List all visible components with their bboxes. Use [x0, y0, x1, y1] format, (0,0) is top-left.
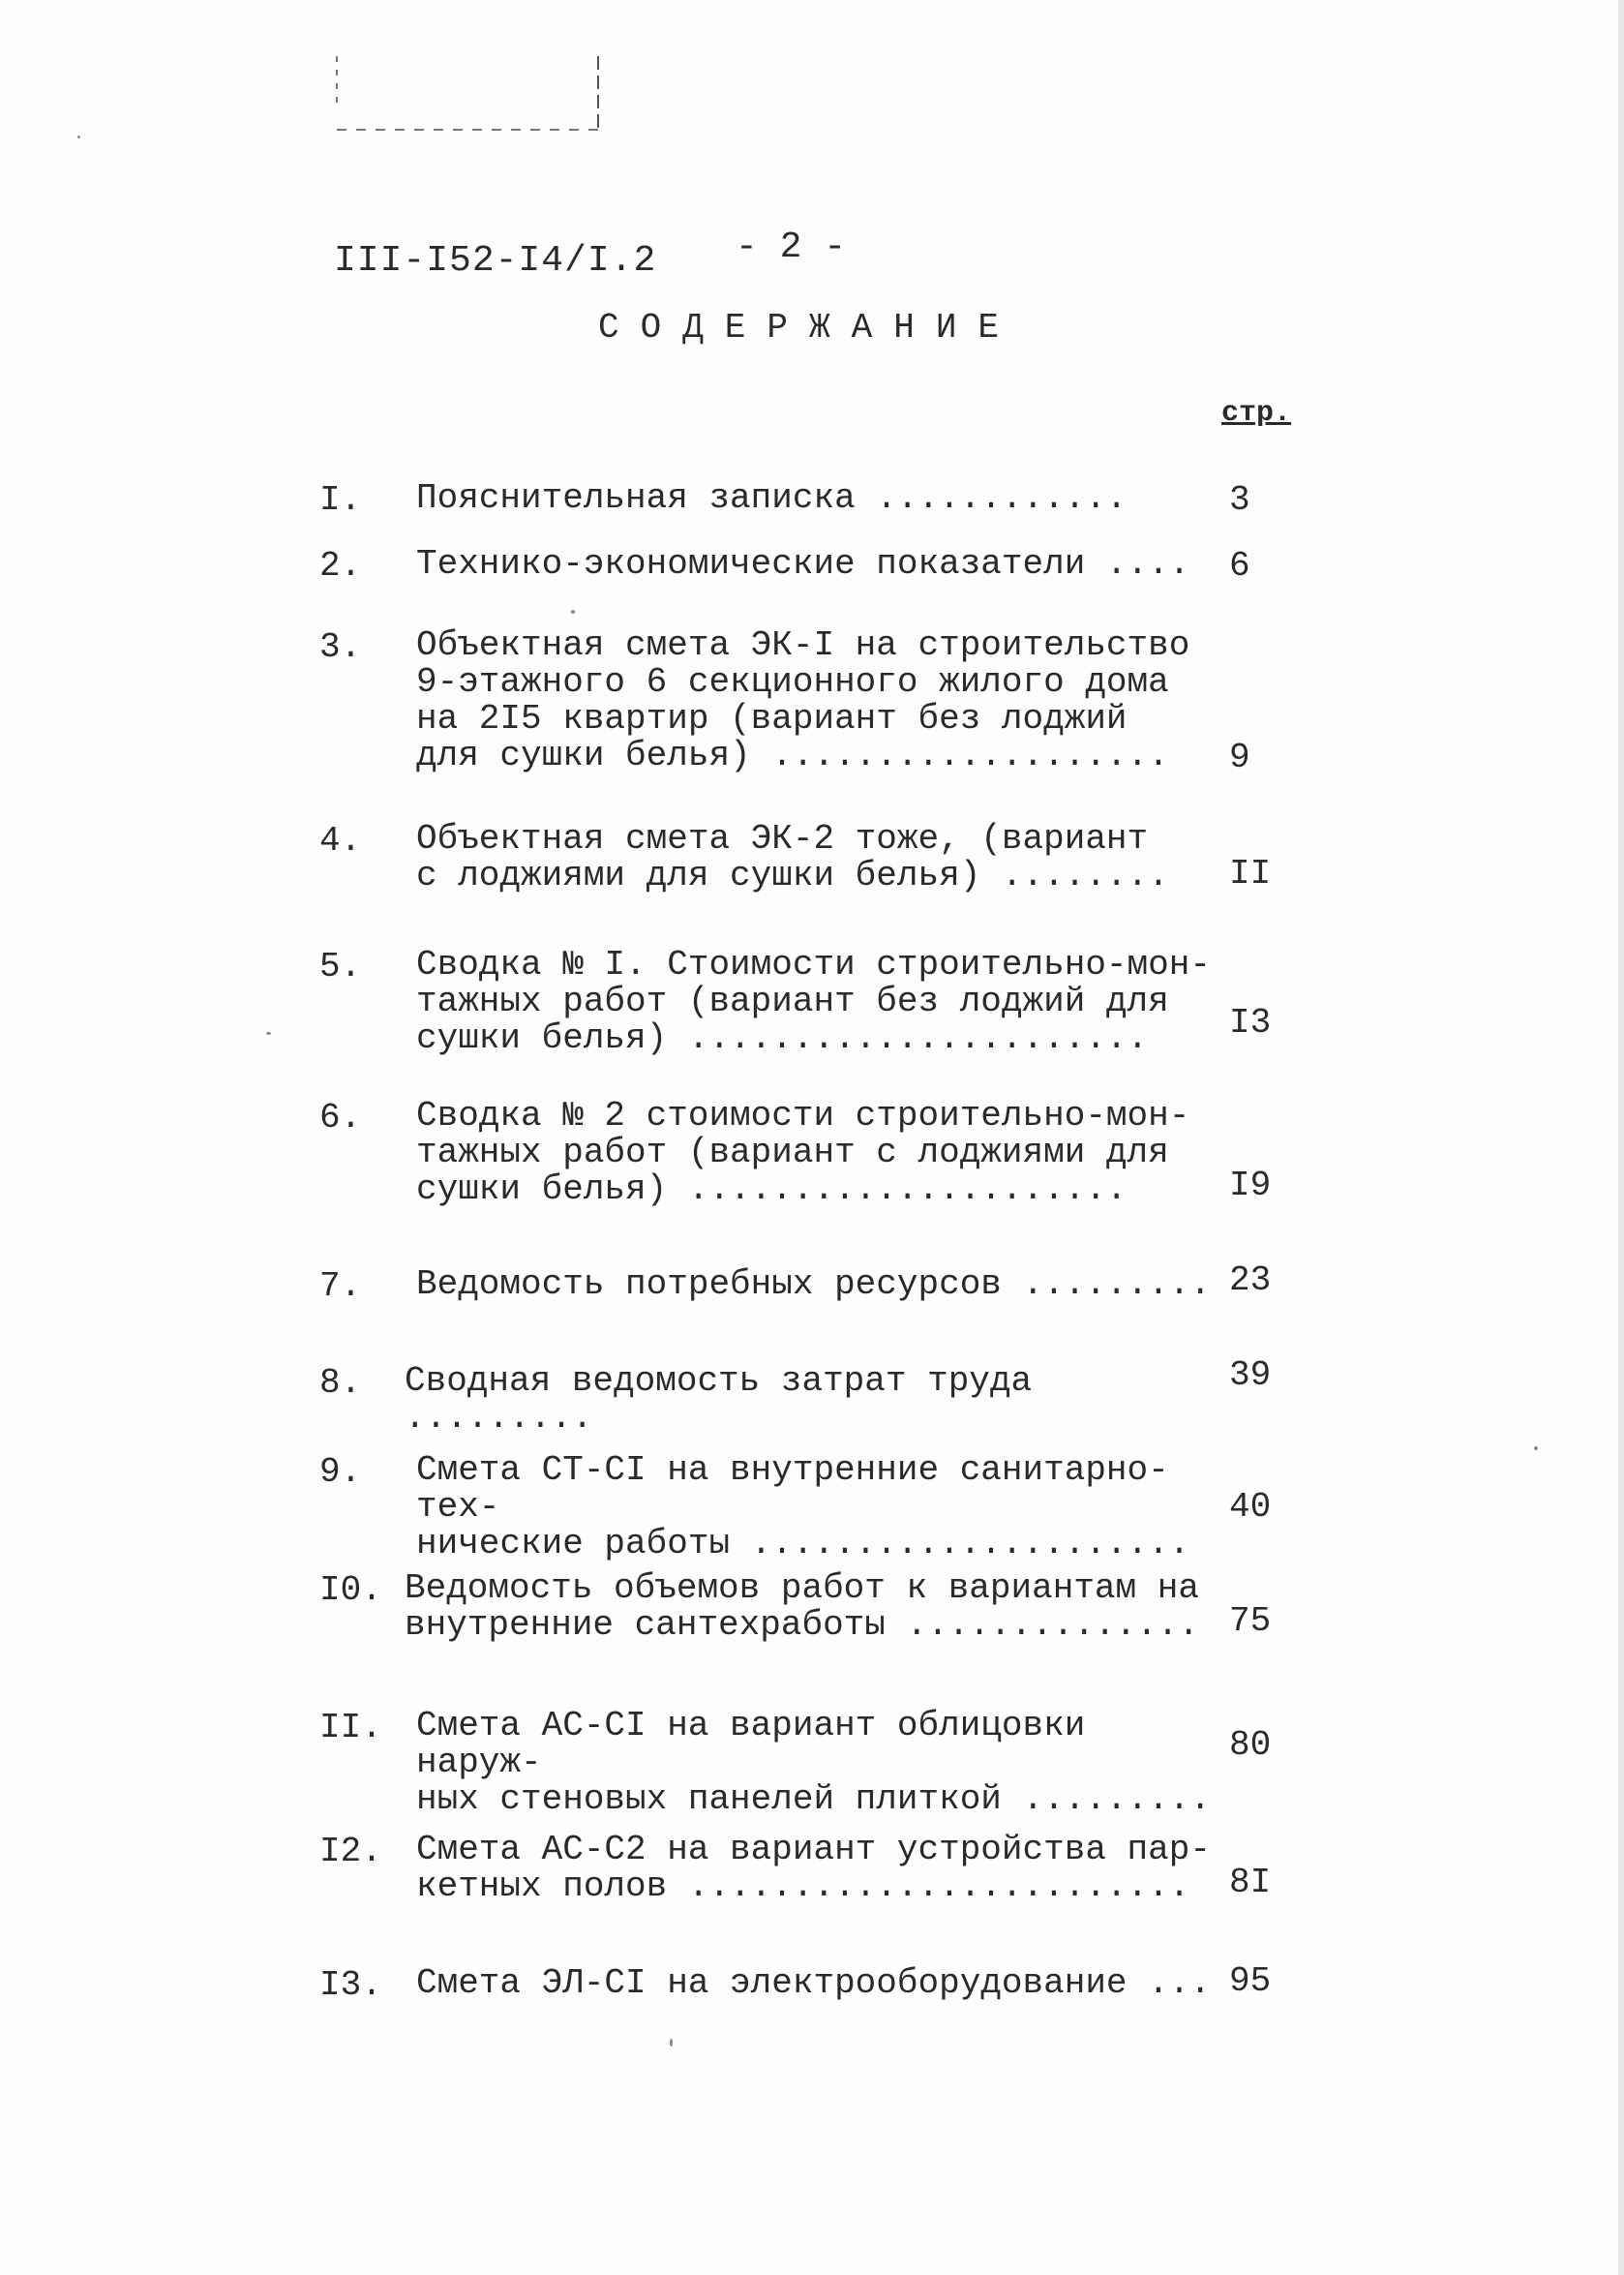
- scan-speck: [1534, 1446, 1538, 1450]
- scan-speck: [266, 1032, 271, 1035]
- toc-entry: [319, 1706, 1326, 1819]
- toc-entry-text: Смета АС-СI на вариант облицовки наруж- ных стеновых панелей плиткой .........: [416, 1706, 1211, 1819]
- toc-entry-number: 7.: [319, 1266, 362, 1306]
- toc-entry: [319, 546, 1326, 594]
- toc-entry-number: 5.: [319, 947, 362, 986]
- scan-edge: [1618, 0, 1624, 2275]
- toc-entry-text: Технико-экономические показатели ....: [416, 544, 1190, 584]
- toc-entry-page: 95: [1229, 1961, 1272, 2001]
- toc-entry-text: Ведомость объемов работ к вариантам на внутренние сантехработы ..............: [405, 1568, 1199, 1645]
- document-code: III-I52-I4/I.2: [334, 240, 657, 282]
- toc-entry: [319, 1355, 1326, 1438]
- toc-entry-number: I.: [319, 480, 362, 520]
- toc-entry-page: 3: [1229, 480, 1250, 520]
- scan-speck: [77, 136, 80, 138]
- toc-entry-page: 40: [1229, 1487, 1272, 1527]
- toc-entry: [319, 627, 1326, 782]
- toc-entry: [319, 1570, 1326, 1648]
- toc-entry-text: Смета АС-С2 на вариант устройства пар- кетных полов ........................: [416, 1830, 1211, 1906]
- toc-entry-number: I2.: [319, 1832, 382, 1871]
- toc-entry-text: Сводная ведомость затрат труда .........: [405, 1361, 1033, 1438]
- toc-entry: [319, 1260, 1326, 1315]
- toc-entry-text: Ведомость потребных ресурсов .........: [416, 1264, 1211, 1304]
- toc-entry-text: Пояснительная записка ............: [416, 478, 1128, 518]
- toc-entry-text: Сводка № I. Стоимости строительно-мон- тажных работ (вариант без лоджий для сушки белья) ......................: [416, 945, 1211, 1058]
- toc-entry-text: Объектная смета ЭК-I на строительство 9-этажного 6 секционного жилого дома на 2I5 квартир (вариант без лоджий для сушки белья) ...................: [416, 625, 1190, 775]
- toc-entry: [319, 1098, 1326, 1214]
- toc-entry-page: 75: [1229, 1601, 1272, 1641]
- toc-entry: [319, 480, 1326, 529]
- toc-entry-page: 80: [1229, 1725, 1272, 1765]
- toc-entry: [319, 821, 1326, 898]
- toc-entry-number: I0.: [319, 1570, 382, 1610]
- toc-entry: [319, 1450, 1326, 1563]
- toc-entry-page: 23: [1229, 1260, 1272, 1300]
- page-column-header: стр.: [1221, 397, 1292, 430]
- toc-entry-number: 8.: [319, 1363, 362, 1403]
- toc-entry-page: I3: [1229, 1003, 1272, 1043]
- toc-entry-number: 6.: [319, 1098, 362, 1138]
- toc-entry-number: II.: [319, 1708, 382, 1747]
- toc-entry-text: Объектная смета ЭК-2 тоже, (вариант с лоджиями для сушки белья) ........: [416, 819, 1169, 895]
- toc-entry-number: 4.: [319, 821, 362, 861]
- toc-entry-number: 9.: [319, 1452, 362, 1492]
- toc-entry-text: Сводка № 2 стоимости строительно-мон- тажных работ (вариант с лоджиями для сушки белья) .....................: [416, 1096, 1190, 1209]
- scan-speck: [571, 610, 575, 614]
- page-title: СОДЕРЖАНИЕ: [598, 308, 1021, 348]
- toc-entry: [319, 1832, 1326, 1909]
- toc-entry-number: I3.: [319, 1965, 382, 2005]
- page-number: - 2 -: [736, 227, 847, 268]
- toc-entry-page: I9: [1229, 1166, 1272, 1205]
- toc-entry-page: 6: [1229, 546, 1250, 586]
- toc-entry-page: 8I: [1229, 1863, 1272, 1902]
- toc-entry-page: 39: [1229, 1355, 1272, 1395]
- toc-entry-number: 2.: [319, 546, 362, 586]
- toc-entry-text: Смета ЭЛ-СI на электрооборудование ...: [416, 1963, 1211, 2003]
- toc-entry-page: II: [1229, 854, 1272, 894]
- toc-entry: [319, 947, 1326, 1063]
- toc-entry: [319, 1961, 1326, 2014]
- toc-entry-page: 9: [1229, 738, 1250, 777]
- toc-entry-number: 3.: [319, 627, 362, 667]
- scan-speck: [670, 2039, 673, 2047]
- toc-entry-text: Смета СТ-СI на внутренние санитарно-тех- нические работы .....................: [416, 1450, 1190, 1563]
